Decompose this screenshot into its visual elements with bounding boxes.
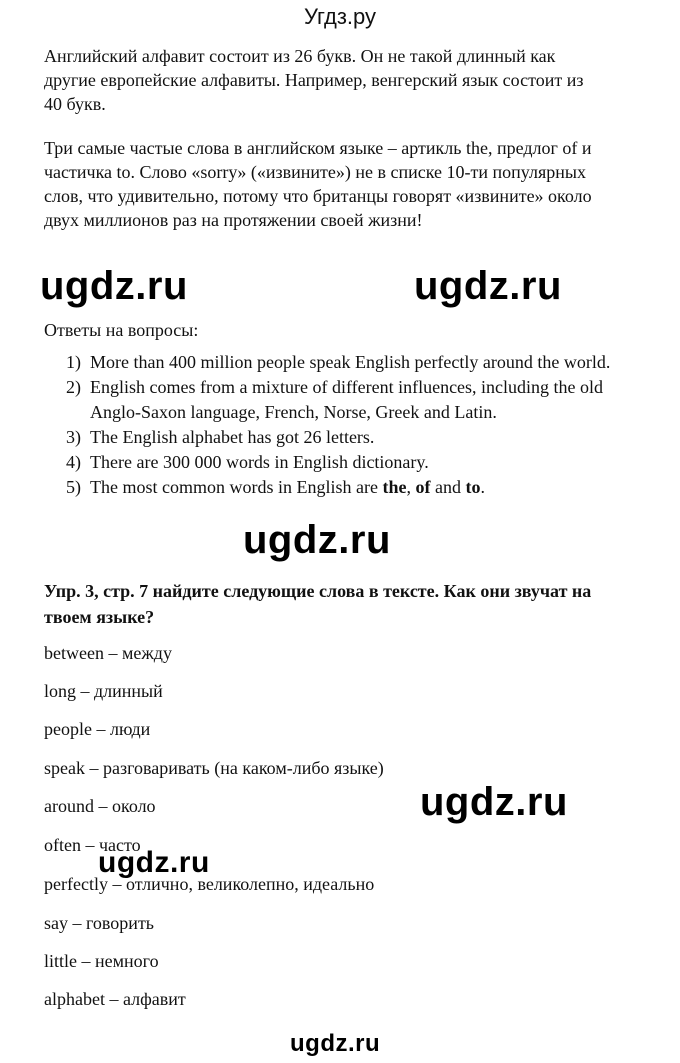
answer-number: 3)	[66, 427, 81, 447]
answer-text-after: .	[480, 477, 485, 497]
vocab-item: little – немного	[44, 951, 159, 971]
watermark: ugdz.ru	[290, 1030, 381, 1057]
task-heading: Упр. 3, стр. 7 найдите следующие слова в тексте. Как они звучат на твоем языке?	[44, 581, 592, 627]
watermark: ugdz.ru	[98, 846, 210, 879]
answer-item	[66, 475, 626, 500]
paragraph-alphabet: Английский алфавит состоит из 26 букв. Он не такой длинный как другие европейские алфавиты. Например, венгерский язык состоит из 40 букв.	[44, 46, 584, 114]
answer-item	[66, 350, 626, 375]
answer-item	[66, 425, 626, 450]
vocab-item: between – между	[44, 643, 172, 663]
watermark: ugdz.ru	[414, 264, 562, 308]
watermark: ugdz.ru	[40, 264, 188, 308]
answers-list	[66, 350, 626, 500]
vocab-item: around – около	[44, 796, 156, 816]
answer-text: More than 400 million people speak English perfectly around the world.	[90, 352, 611, 372]
answer-separator: ,	[406, 477, 416, 497]
answer-separator: and	[430, 477, 466, 497]
page-header-title: Угдз.ру	[303, 4, 377, 29]
answer-text-before: The most common words in English are	[90, 477, 383, 497]
answer-number: 1)	[66, 352, 81, 372]
answer-item	[66, 450, 626, 475]
answer-number: 5)	[66, 477, 81, 497]
answer-bold-word: to	[465, 477, 481, 497]
paragraph-common-words: Три самые частые слова в английском языке – артикль the, предлог of и частичка to. Слово «sorry» («извините») не в списке 10-ти популярных слов, что удивительно, потому что британцы говорят «извините» около двух миллионов раз на протяжении своей жизни!	[44, 138, 592, 230]
answer-item	[66, 375, 626, 425]
vocab-item: speak – разговаривать (на каком-либо языке)	[44, 758, 384, 778]
answer-bold-word: the	[382, 477, 407, 497]
answer-text: The English alphabet has got 26 letters.	[90, 427, 375, 447]
answer-text: There are 300 000 words in English dictionary.	[90, 452, 429, 472]
vocab-item: often – часто	[44, 835, 141, 855]
vocab-item: alphabet – алфавит	[44, 989, 186, 1009]
answer-number: 4)	[66, 452, 81, 472]
answer-text: English comes from a mixture of different influences, including the old Anglo-Saxon language, French, Norse, Greek and Latin.	[90, 377, 604, 422]
vocab-item: say – говорить	[44, 913, 155, 933]
answer-bold-word: of	[415, 477, 431, 497]
vocab-item: long – длинный	[44, 681, 163, 701]
watermark: ugdz.ru	[420, 780, 568, 824]
vocab-item: perfectly – отлично, великолепно, идеально	[44, 874, 375, 894]
answers-heading: Ответы на вопросы:	[44, 320, 199, 340]
vocab-item: people – люди	[44, 719, 151, 739]
watermark: ugdz.ru	[243, 518, 391, 562]
answer-number: 2)	[66, 377, 81, 397]
